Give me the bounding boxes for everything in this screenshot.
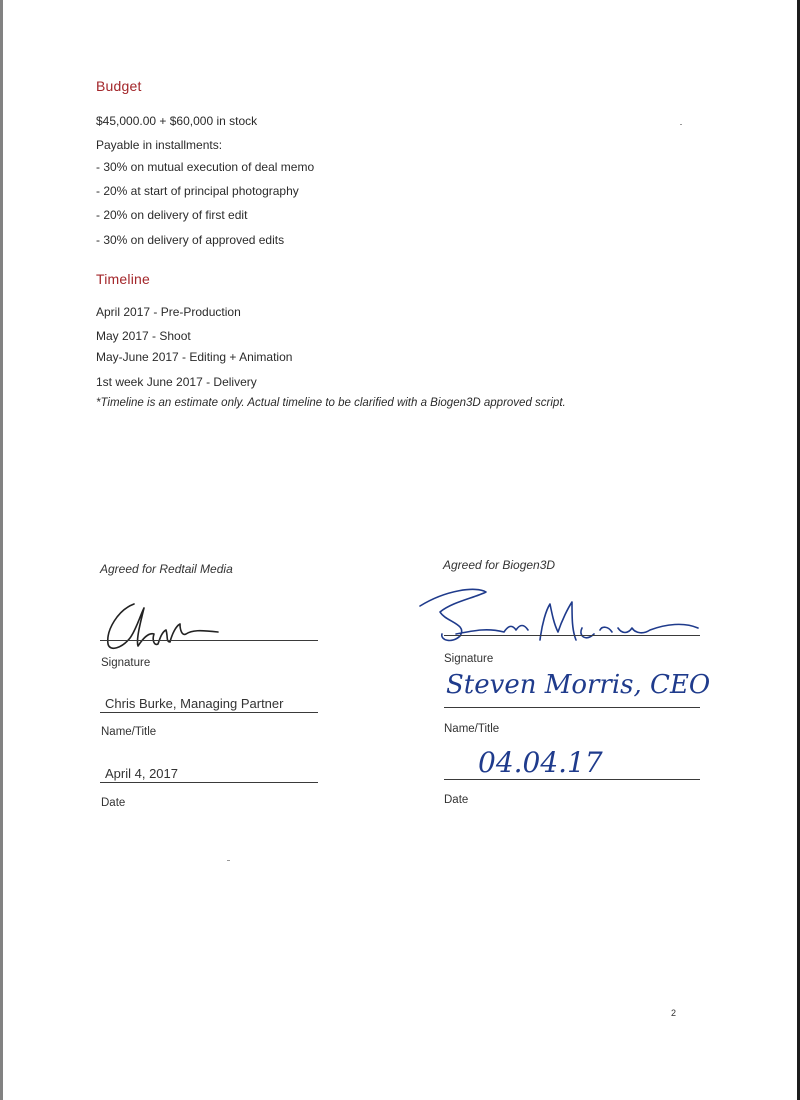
right-date-handwritten: 04.04.17 [478,746,603,779]
scan-speck [227,860,230,861]
timeline-item: April 2017 - Pre-Production [96,305,241,319]
timeline-item: May-June 2017 - Editing + Animation [96,350,293,364]
left-signature [100,596,230,656]
left-signature-caption: Signature [101,657,151,669]
right-date-caption: Date [444,794,469,806]
left-agreed-label: Agreed for Redtail Media [100,562,233,576]
timeline-item: May 2017 - Shoot [96,329,191,343]
timeline-item: 1st week June 2017 - Delivery [96,375,257,389]
right-agreed-label: Agreed for Biogen3D [443,558,556,572]
right-name-title-handwritten: Steven Morris, CEO [446,670,711,700]
left-date-line [100,782,318,783]
right-signature-caption: Signature [444,653,494,665]
timeline-heading: Timeline [96,271,150,287]
installment-item: - 30% on delivery of approved edits [96,233,285,247]
right-signature [416,584,706,654]
timeline-note: *Timeline is an estimate only. Actual timeline to be clarified with a Biogen3D approved script. [96,397,566,409]
right-name-title-caption: Name/Title [444,723,500,735]
budget-payable-intro: Payable in installments: [96,138,223,152]
right-name-title-line [444,707,700,708]
left-name-title-line [100,712,318,713]
page-edge-left [0,0,3,1100]
left-signature-line [100,640,318,641]
right-signature-line [444,635,700,636]
budget-heading: Budget [96,78,142,94]
left-name-title-value: Chris Burke, Managing Partner [105,696,284,711]
installment-item: - 20% at start of principal photography [96,184,299,198]
left-date-value: April 4, 2017 [105,766,178,781]
installment-item: - 30% on mutual execution of deal memo [96,160,315,174]
left-date-caption: Date [101,797,126,809]
budget-amount: $45,000.00 + $60,000 in stock [96,114,258,128]
right-date-line [444,779,700,780]
left-name-title-caption: Name/Title [101,726,157,738]
installment-item: - 20% on delivery of first edit [96,208,248,222]
scan-speck [680,124,682,125]
page-number: 2 [671,1008,677,1018]
